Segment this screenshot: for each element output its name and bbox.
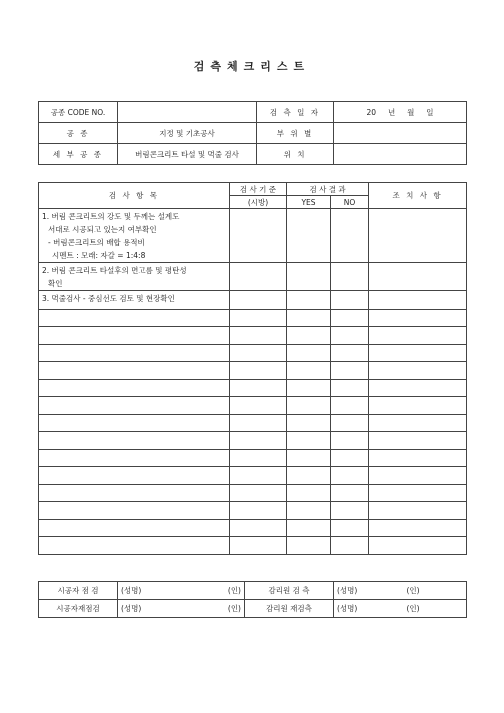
checklist-empty-row [39, 362, 467, 380]
checklist-item [39, 291, 230, 310]
checklist-item-row [39, 209, 467, 263]
page-title: 검측체크리스트 [193, 60, 311, 73]
action-cell[interactable] [369, 327, 467, 345]
checklist-item[interactable] [39, 379, 230, 397]
checklist-item[interactable] [39, 449, 230, 467]
checklist-empty-row [39, 327, 467, 345]
action-cell[interactable] [369, 449, 467, 467]
checklist-empty-row [39, 519, 467, 537]
action-cell[interactable] [369, 432, 467, 450]
action-cell[interactable] [369, 502, 467, 520]
checklist-empty-row [39, 449, 467, 467]
location-label: 위 치 [257, 144, 334, 165]
checklist-item[interactable] [39, 519, 230, 537]
action-cell[interactable] [369, 263, 467, 291]
contractor-name-field[interactable]: (성명) [118, 582, 191, 600]
checklist-empty-row [39, 502, 467, 520]
standard-header: 검 사 기 준 [230, 183, 287, 196]
yes-cell[interactable] [287, 467, 331, 485]
location-value[interactable] [334, 144, 467, 165]
contractor-reinspection-label: 시공자재점검 [39, 600, 118, 618]
date-month: 월 [407, 107, 415, 117]
no-cell[interactable] [331, 484, 369, 502]
checklist-empty-row [39, 537, 467, 555]
checklist-empty-row [39, 414, 467, 432]
supervisor-reinspection-label: 감리원 재검측 [245, 600, 334, 618]
yes-cell[interactable] [287, 397, 331, 415]
standard-cell[interactable] [230, 379, 287, 397]
checklist-item[interactable] [39, 344, 230, 362]
yes-cell[interactable] [287, 309, 331, 327]
checklist-item[interactable] [39, 414, 230, 432]
standard-cell[interactable] [230, 414, 287, 432]
no-cell[interactable] [331, 449, 369, 467]
header-table [38, 101, 467, 165]
code-value[interactable] [118, 102, 257, 123]
standard-cell[interactable] [230, 537, 287, 555]
action-cell[interactable] [369, 379, 467, 397]
signature-row-reinspection [39, 600, 467, 618]
action-header: 조 치 사 항 [369, 183, 467, 209]
no-cell[interactable] [331, 397, 369, 415]
action-cell[interactable] [369, 467, 467, 485]
yes-cell[interactable] [287, 263, 331, 291]
code-label: 공종 CODE NO. [39, 102, 118, 123]
yes-cell[interactable] [287, 432, 331, 450]
item-line: 확인 [48, 279, 63, 288]
item-header: 검 사 항 목 [39, 183, 230, 209]
standard-cell[interactable] [230, 397, 287, 415]
action-cell[interactable] [369, 397, 467, 415]
standard-cell[interactable] [230, 327, 287, 345]
part-label: 부 위 별 [257, 123, 334, 144]
no-cell[interactable] [331, 263, 369, 291]
yes-cell[interactable] [287, 344, 331, 362]
yes-header: YES [287, 196, 331, 209]
checklist-empty-row [39, 397, 467, 415]
no-cell[interactable] [331, 291, 369, 310]
action-cell[interactable] [369, 291, 467, 310]
yes-cell[interactable] [287, 449, 331, 467]
standard-cell[interactable] [230, 484, 287, 502]
supervisor-seal[interactable]: (인) [404, 582, 467, 600]
no-cell[interactable] [331, 537, 369, 555]
date-prefix: 20 [366, 107, 377, 117]
standard-cell[interactable] [230, 519, 287, 537]
checklist-item [39, 263, 230, 291]
item-line: 3. 먹줄검사 - 중심선도 검토 및 현장확인 [42, 294, 175, 303]
yes-cell[interactable] [287, 484, 331, 502]
item-line: 1. 버림 콘크리트의 강도 및 두께는 설계도 [42, 212, 180, 221]
checklist-empty-row [39, 379, 467, 397]
checklist-empty-row [39, 344, 467, 362]
action-cell[interactable] [369, 414, 467, 432]
yes-cell[interactable] [287, 537, 331, 555]
date-value[interactable] [334, 102, 467, 123]
standard-cell[interactable] [230, 467, 287, 485]
header-row-detail [39, 144, 467, 165]
checklist-item[interactable] [39, 432, 230, 450]
result-header: 검 사 결 과 [287, 183, 369, 196]
contractor-reseal[interactable]: (인) [191, 600, 245, 618]
standard-cell[interactable] [230, 344, 287, 362]
header-row-code [39, 102, 467, 123]
item-line: - 버림콘크리트의 배합 용적비 [48, 238, 145, 247]
no-cell[interactable] [331, 414, 369, 432]
checklist-item[interactable] [39, 397, 230, 415]
no-cell[interactable] [331, 309, 369, 327]
item-line: 서대로 시공되고 있는지 여부확인 [48, 225, 157, 234]
checklist-item[interactable] [39, 327, 230, 345]
action-cell[interactable] [369, 484, 467, 502]
checklist-item[interactable] [39, 502, 230, 520]
date-year: 년 [387, 107, 396, 117]
standard-cell[interactable] [230, 362, 287, 380]
detail-work-label: 세 부 공 종 [39, 144, 118, 165]
action-cell[interactable] [369, 209, 467, 263]
yes-cell[interactable] [287, 327, 331, 345]
checklist-item-row [39, 291, 467, 310]
detail-work-value[interactable]: 버림콘크리트 타설 및 먹줄 검사 [118, 144, 257, 165]
standard-cell[interactable] [230, 309, 287, 327]
standard-cell[interactable] [230, 263, 287, 291]
yes-cell[interactable] [287, 379, 331, 397]
item-line: 2. 버림 콘크리트 타설후의 면고름 및 평탄성 [42, 266, 187, 275]
date-label: 검 측 일 자 [257, 102, 334, 123]
action-cell[interactable] [369, 344, 467, 362]
checklist-item[interactable] [39, 309, 230, 327]
standard-cell[interactable] [230, 449, 287, 467]
standard-cell[interactable] [230, 502, 287, 520]
no-cell[interactable] [331, 467, 369, 485]
checklist-item-row [39, 263, 467, 291]
contractor-inspection-label: 시공자 점 검 [39, 582, 118, 600]
yes-cell[interactable] [287, 414, 331, 432]
checklist-table [38, 182, 467, 555]
no-cell[interactable] [331, 362, 369, 380]
checklist-empty-row [39, 309, 467, 327]
date-day: 일 [426, 107, 434, 117]
part-value[interactable] [334, 123, 467, 144]
signature-row-inspection [39, 582, 467, 600]
standard-subheader: (시방) [230, 196, 287, 209]
checklist-empty-row [39, 467, 467, 485]
header-row-work-type [39, 123, 467, 144]
checklist-empty-row [39, 432, 467, 450]
checklist-item[interactable] [39, 537, 230, 555]
checklist-item[interactable] [39, 484, 230, 502]
yes-cell[interactable] [287, 502, 331, 520]
contractor-rename-field[interactable]: (성명) [118, 600, 191, 618]
no-cell[interactable] [331, 519, 369, 537]
work-type-value[interactable]: 지정 및 기초공사 [118, 123, 257, 144]
supervisor-inspection-label: 감리원 검 측 [245, 582, 334, 600]
signature-table [38, 581, 467, 618]
supervisor-rename-field[interactable]: (성명) [334, 600, 404, 618]
supervisor-name-field[interactable]: (성명) [334, 582, 404, 600]
yes-cell[interactable] [287, 209, 331, 263]
no-cell[interactable] [331, 379, 369, 397]
supervisor-reseal[interactable]: (인) [404, 600, 467, 618]
no-cell[interactable] [331, 344, 369, 362]
action-cell[interactable] [369, 362, 467, 380]
checklist-empty-row [39, 484, 467, 502]
action-cell[interactable] [369, 519, 467, 537]
no-header: NO [331, 196, 369, 209]
work-type-label: 공 종 [39, 123, 118, 144]
no-cell[interactable] [331, 502, 369, 520]
checklist-header-row [39, 183, 467, 196]
no-cell[interactable] [331, 209, 369, 263]
item-line: 시멘트 : 모래: 자갈 = 1:4:8 [52, 251, 146, 260]
checklist-item[interactable] [39, 362, 230, 380]
yes-cell[interactable] [287, 519, 331, 537]
yes-cell[interactable] [287, 291, 331, 310]
checklist-item [39, 209, 230, 263]
checklist-item[interactable] [39, 467, 230, 485]
standard-cell[interactable] [230, 291, 287, 310]
contractor-seal[interactable]: (인) [191, 582, 245, 600]
no-cell[interactable] [331, 327, 369, 345]
action-cell[interactable] [369, 309, 467, 327]
standard-cell[interactable] [230, 209, 287, 263]
yes-cell[interactable] [287, 362, 331, 380]
standard-cell[interactable] [230, 432, 287, 450]
action-cell[interactable] [369, 537, 467, 555]
no-cell[interactable] [331, 432, 369, 450]
